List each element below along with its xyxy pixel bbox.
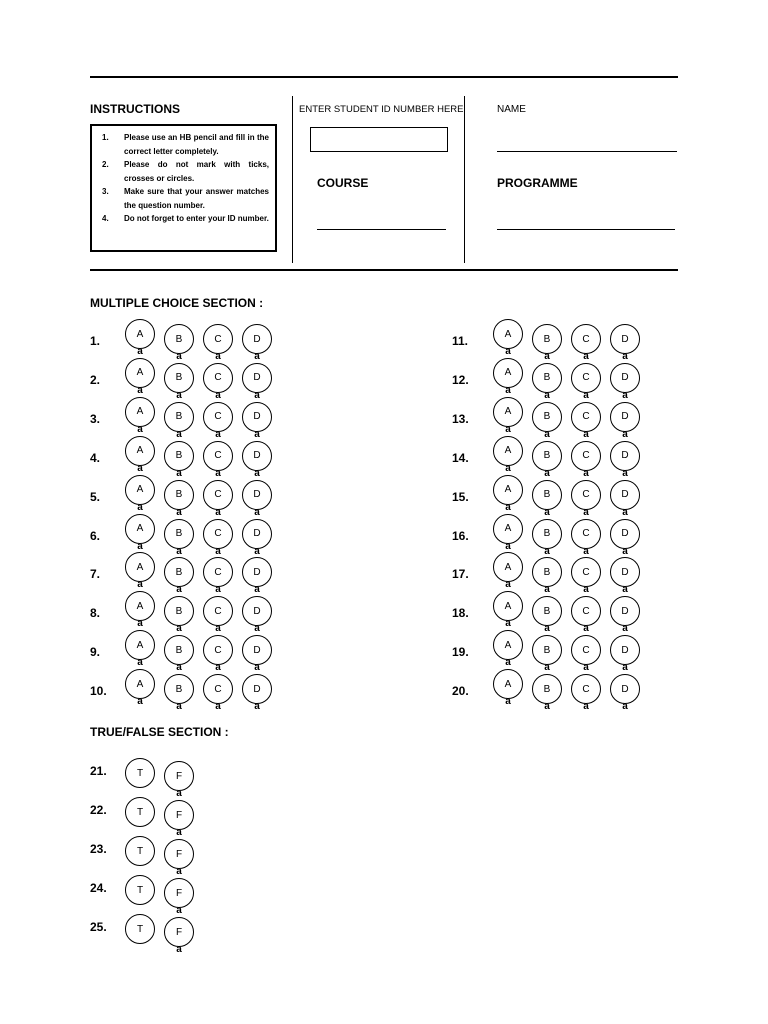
answer-mark: a [137,657,143,669]
answer-mark: a [254,506,260,518]
answer-bubble-a[interactable]: A [493,514,523,544]
answer-mark: a [505,423,511,435]
answer-bubble-a[interactable]: A [125,319,155,349]
answer-bubble-d[interactable]: D [242,480,272,510]
answer-mark: a [544,506,550,518]
answer-bubble-t[interactable]: T [125,836,155,866]
student-id-input[interactable] [310,127,448,152]
answer-mark: a [215,662,221,674]
answer-mark: a [215,623,221,635]
instruction-number: 2. [102,160,109,169]
tf-section-title: TRUE/FALSE SECTION : [90,725,229,739]
instructions-title: INSTRUCTIONS [90,102,180,116]
answer-bubble-b[interactable]: B [164,635,194,665]
answer-mark: a [215,506,221,518]
instruction-item [98,158,269,185]
mc-question-number: 11. [452,334,469,348]
mc-question-number: 7. [90,567,101,582]
answer-bubble-f[interactable]: F [164,878,194,908]
answer-mark: a [176,827,182,838]
answer-mark: a [215,467,221,479]
answer-bubble-b[interactable]: B [532,519,562,549]
answer-bubble-d[interactable]: D [610,441,640,471]
answer-mark: a [176,662,182,674]
answer-bubble-b[interactable]: B [532,596,562,626]
answer-mark: a [254,389,260,401]
mc-question-number: 13. [452,411,469,426]
answer-mark: a [254,428,260,440]
mc-question-number: 8. [90,606,101,621]
mc-question-number: 6. [90,528,101,543]
answer-bubble-b[interactable]: B [164,480,194,510]
answer-bubble-c[interactable]: C [203,480,233,510]
answer-bubble-b[interactable]: B [532,402,562,432]
answer-bubble-b[interactable]: B [532,324,562,354]
answer-mark: a [505,540,511,552]
mc-question-number: 10. [90,684,107,699]
answer-bubble-f[interactable]: F [164,839,194,869]
tf-question-number: 22. [90,803,107,817]
answer-bubble-a[interactable]: A [493,552,523,582]
answer-mark: a [583,351,589,362]
name-label: NAME [497,104,526,115]
answer-mark: a [137,384,143,396]
answer-mark: a [583,545,589,557]
answer-bubble-b[interactable]: B [532,635,562,665]
answer-bubble-d[interactable]: D [242,635,272,665]
answer-mark: a [176,623,182,635]
answer-mark: a [176,389,182,401]
answer-mark: a [583,389,589,401]
answer-mark: a [176,428,182,440]
answer-mark: a [622,623,628,635]
answer-bubble-d[interactable]: D [242,519,272,549]
answer-bubble-c[interactable]: C [571,480,601,510]
answer-bubble-b[interactable]: B [532,674,562,704]
answer-bubble-b[interactable]: B [164,402,194,432]
tf-question-number: 23. [90,842,107,856]
answer-bubble-c[interactable]: C [203,402,233,432]
answer-mark: a [176,788,182,799]
answer-mark: a [544,545,550,557]
answer-mark: a [505,579,511,591]
mc-question-number: 2. [90,372,101,387]
answer-mark: a [505,657,511,669]
answer-mark: a [137,346,143,357]
answer-mark: a [505,696,511,708]
programme-label: PROGRAMME [497,176,578,190]
answer-bubble-b[interactable]: B [164,324,194,354]
answer-bubble-b[interactable]: B [532,441,562,471]
answer-mark: a [505,384,511,396]
answer-bubble-d[interactable]: D [610,324,640,354]
answer-bubble-b[interactable]: B [532,557,562,587]
answer-mark: a [544,623,550,635]
answer-bubble-d[interactable]: D [242,402,272,432]
answer-bubble-c[interactable]: C [571,324,601,354]
answer-bubble-c[interactable]: C [203,557,233,587]
instruction-item [98,185,269,212]
answer-bubble-t[interactable]: T [125,758,155,788]
answer-mark: a [254,701,260,713]
answer-mark: a [505,462,511,474]
answer-mark: a [215,584,221,596]
answer-bubble-b[interactable]: B [164,596,194,626]
instruction-number: 1. [102,133,109,142]
answer-mark: a [176,905,182,916]
answer-bubble-b[interactable]: B [532,363,562,393]
answer-bubble-f[interactable]: F [164,761,194,791]
mc-question-number: 4. [90,450,101,465]
answer-mark: a [137,501,143,513]
answer-bubble-d[interactable]: D [610,674,640,704]
answer-mark: a [622,584,628,596]
answer-bubble-d[interactable]: D [242,674,272,704]
answer-bubble-c[interactable]: C [203,635,233,665]
answer-bubble-a[interactable]: A [493,358,523,388]
answer-mark: a [622,389,628,401]
answer-mark: a [254,545,260,557]
answer-bubble-c[interactable]: C [571,635,601,665]
instruction-item [98,212,269,226]
answer-mark: a [622,428,628,440]
answer-bubble-d[interactable]: D [610,596,640,626]
answer-mark: a [505,501,511,513]
answer-bubble-c[interactable]: C [571,441,601,471]
instructions-box [90,124,277,252]
programme-underline[interactable] [497,229,675,230]
answer-mark: a [176,351,182,362]
instruction-text: Make sure that your answer matches the question number. [124,187,269,210]
answer-bubble-d[interactable]: D [610,480,640,510]
answer-mark: a [254,467,260,479]
answer-bubble-d[interactable]: D [610,557,640,587]
tf-question-number: 25. [90,920,107,934]
answer-mark: a [583,701,589,713]
answer-bubble-f[interactable]: F [164,800,194,830]
answer-bubble-c[interactable]: C [203,324,233,354]
answer-bubble-f[interactable]: F [164,917,194,947]
answer-mark: a [176,545,182,557]
answer-mark: a [622,545,628,557]
answer-mark: a [215,351,221,362]
answer-mark: a [176,584,182,596]
answer-mark: a [622,662,628,674]
answer-bubble-d[interactable]: D [610,635,640,665]
answer-bubble-a[interactable]: A [493,669,523,699]
answer-bubble-a[interactable]: A [493,475,523,505]
answer-bubble-d[interactable]: D [610,402,640,432]
answer-bubble-b[interactable]: B [164,519,194,549]
answer-mark: a [176,701,182,713]
answer-bubble-c[interactable]: C [571,557,601,587]
answer-mark: a [215,701,221,713]
answer-mark: a [583,506,589,518]
answer-mark: a [583,467,589,479]
answer-bubble-c[interactable]: C [571,596,601,626]
header-divider-left [292,96,293,263]
answer-bubble-c[interactable]: C [203,441,233,471]
answer-bubble-a[interactable]: A [493,591,523,621]
answer-bubble-d[interactable]: D [242,363,272,393]
answer-bubble-c[interactable]: C [203,596,233,626]
answer-bubble-a[interactable]: A [493,630,523,660]
instruction-number: 4. [102,214,109,223]
answer-bubble-c[interactable]: C [203,519,233,549]
answer-mark: a [176,944,182,955]
answer-bubble-b[interactable]: B [164,557,194,587]
answer-mark: a [505,346,511,357]
tf-question-number: 21. [90,764,107,778]
answer-mark: a [254,351,260,362]
answer-bubble-d[interactable]: D [242,596,272,626]
answer-bubble-c[interactable]: C [571,674,601,704]
instruction-text: Please do not mark with ticks, crosses or circles. [124,160,269,183]
answer-bubble-a[interactable]: A [125,436,155,466]
answer-mark: a [215,389,221,401]
course-label: COURSE [317,176,369,190]
answer-mark: a [622,467,628,479]
answer-bubble-a[interactable]: A [493,397,523,427]
answer-bubble-a[interactable]: A [125,358,155,388]
answer-bubble-a[interactable]: A [493,319,523,349]
answer-mark: a [137,540,143,552]
answer-mark: a [583,623,589,635]
answer-bubble-t[interactable]: T [125,875,155,905]
answer-bubble-a[interactable]: A [125,669,155,699]
mc-question-number: 19. [452,645,469,660]
mc-question-number: 12. [452,372,469,387]
mc-question-number: 18. [452,606,469,621]
answer-mark: a [176,467,182,479]
mc-question-number: 20. [452,684,469,699]
answer-mark: a [254,623,260,635]
mc-question-number: 15. [452,489,469,504]
answer-mark: a [544,662,550,674]
answer-mark: a [137,462,143,474]
tf-question-number: 24. [90,881,107,895]
name-underline[interactable] [497,151,677,152]
answer-bubble-c[interactable]: C [571,363,601,393]
mc-question-number: 16. [452,528,469,543]
answer-mark: a [176,506,182,518]
top-rule [90,76,678,78]
answer-mark: a [254,584,260,596]
answer-bubble-d[interactable]: D [242,441,272,471]
mc-question-number: 17. [452,567,469,582]
mc-question-number: 3. [90,411,101,426]
answer-bubble-c[interactable]: C [571,519,601,549]
answer-bubble-a[interactable]: A [125,591,155,621]
answer-mark: a [215,545,221,557]
instructions-list [98,131,269,226]
answer-mark: a [544,467,550,479]
answer-bubble-d[interactable]: D [242,557,272,587]
mc-section-title: MULTIPLE CHOICE SECTION : [90,296,264,310]
answer-bubble-a[interactable]: A [493,436,523,466]
instruction-item [98,131,269,158]
mc-question-number: 9. [90,645,101,660]
answer-mark: a [544,351,550,362]
answer-mark: a [544,584,550,596]
answer-mark: a [215,428,221,440]
answer-bubble-d[interactable]: D [242,324,272,354]
answer-bubble-b[interactable]: B [532,480,562,510]
instruction-text: Please use an HB pencil and fill in the correct letter completely. [124,133,269,156]
answer-mark: a [137,423,143,435]
answer-mark: a [505,618,511,630]
answer-mark: a [583,428,589,440]
answer-mark: a [622,351,628,362]
instruction-number: 3. [102,187,109,196]
answer-mark: a [583,584,589,596]
answer-bubble-a[interactable]: A [125,475,155,505]
student-id-label: ENTER STUDENT ID NUMBER HERE [299,104,464,115]
answer-mark: a [622,506,628,518]
header-divider-right [464,96,465,263]
answer-mark: a [622,701,628,713]
answer-bubble-a[interactable]: A [125,630,155,660]
answer-mark: a [137,579,143,591]
answer-mark: a [176,866,182,877]
mc-question-number: 1. [90,334,101,348]
answer-bubble-c[interactable]: C [203,363,233,393]
answer-bubble-a[interactable]: A [125,552,155,582]
answer-mark: a [137,696,143,708]
answer-bubble-d[interactable]: D [610,519,640,549]
answer-bubble-b[interactable]: B [164,441,194,471]
header-bottom-rule [90,269,678,271]
answer-mark: a [544,428,550,440]
answer-mark: a [137,618,143,630]
mc-question-number: 14. [452,450,469,465]
answer-bubble-c[interactable]: C [203,674,233,704]
answer-bubble-d[interactable]: D [610,363,640,393]
answer-bubble-a[interactable]: A [125,397,155,427]
answer-bubble-b[interactable]: B [164,363,194,393]
answer-bubble-t[interactable]: T [125,797,155,827]
course-underline[interactable] [317,229,446,230]
answer-bubble-a[interactable]: A [125,514,155,544]
answer-bubble-c[interactable]: C [571,402,601,432]
mc-question-number: 5. [90,489,101,504]
answer-mark: a [583,662,589,674]
answer-bubble-t[interactable]: T [125,914,155,944]
instruction-text: Do not forget to enter your ID number. [124,214,269,223]
answer-mark: a [254,662,260,674]
answer-mark: a [544,389,550,401]
answer-bubble-b[interactable]: B [164,674,194,704]
answer-mark: a [544,701,550,713]
